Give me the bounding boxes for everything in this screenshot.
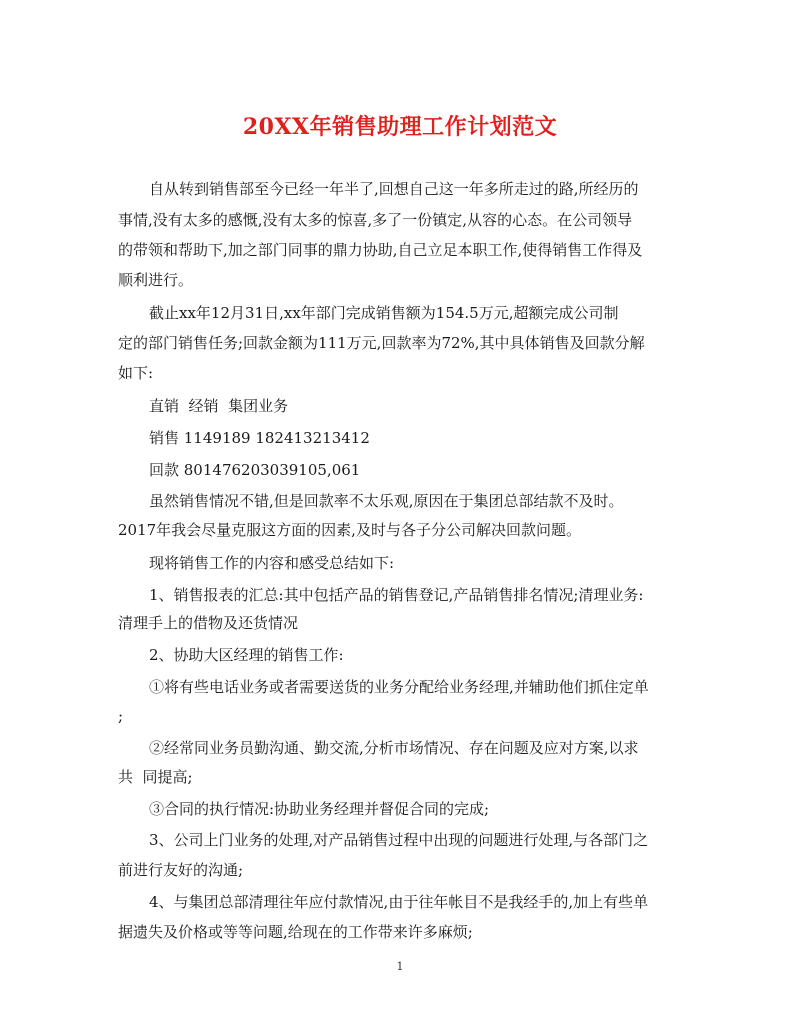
document-title: 20XX年销售助理工作计划范文	[242, 114, 558, 140]
paragraph-line: 事情,没有太多的感慨,没有太多的惊喜,多了一份镇定,从容的心态。在公司领导	[118, 211, 633, 229]
table-row-line: 回款 801476203039105,061	[149, 461, 361, 479]
paragraph-line: 的带领和帮助下,加之部门同事的鼎力协助,自己立足本职工作,使得销售工作得及	[118, 241, 643, 259]
page-number: 1	[396, 960, 404, 973]
list-item-line: 清理手上的借物及还货情况	[118, 614, 299, 632]
paragraph-line: 顺利进行。	[118, 271, 194, 289]
list-item-line: 4、与集团总部清理往年应付款情况,由于往年帐目不是我经手的,加上有些单	[149, 893, 649, 911]
list-item-line: 3、公司上门业务的处理,对产品销售过程中出现的问题进行处理,与各部门之	[149, 831, 649, 849]
list-item-line: 共 同提高;	[118, 768, 193, 786]
list-item-line: ;	[118, 707, 124, 725]
list-item-line: 据遗失及价格或等等问题,给现在的工作带来许多麻烦;	[118, 923, 473, 941]
list-item-line: 前进行友好的沟通;	[118, 861, 244, 879]
paragraph-line: 如下:	[118, 364, 154, 382]
paragraph-line: 2017年我会尽量克服这方面的因素,及时与各子分公司解决回款问题。	[118, 521, 581, 539]
list-item-line: ①将有些电话业务或者需要送货的业务分配给业务经理,并辅助他们抓住定单	[149, 678, 649, 696]
paragraph-line: 现将销售工作的内容和感受总结如下:	[149, 554, 395, 572]
list-item-line: 2、协助大区经理的销售工作:	[149, 646, 344, 664]
list-item-line: 1、销售报表的汇总:其中包括产品的销售登记,产品销售排名情况;清理业务:	[149, 586, 644, 604]
table-row-line: 销售 1149189 182413213412	[149, 429, 370, 447]
paragraph-line: 定的部门销售任务;回款金额为111万元,回款率为72%,其中具体销售及回款分解	[118, 334, 645, 352]
list-item-line: ③合同的执行情况:协助业务经理并督促合同的完成;	[149, 800, 490, 818]
list-item-line: ②经常同业务员勤沟通、勤交流,分析市场情况、存在问题及应对方案,以求	[149, 739, 639, 757]
table-header-line: 直销 经销 集团业务	[149, 397, 289, 415]
paragraph-line: 截止xx年12月31日,xx年部门完成销售额为154.5万元,超额完成公司制	[149, 304, 619, 322]
paragraph-line: 自从转到销售部至今已经一年半了,回想自己这一年多所走过的路,所经历的	[149, 180, 639, 198]
paragraph-line: 虽然销售情况不错,但是回款率不太乐观,原因在于集团总部结款不及时。	[149, 492, 624, 510]
